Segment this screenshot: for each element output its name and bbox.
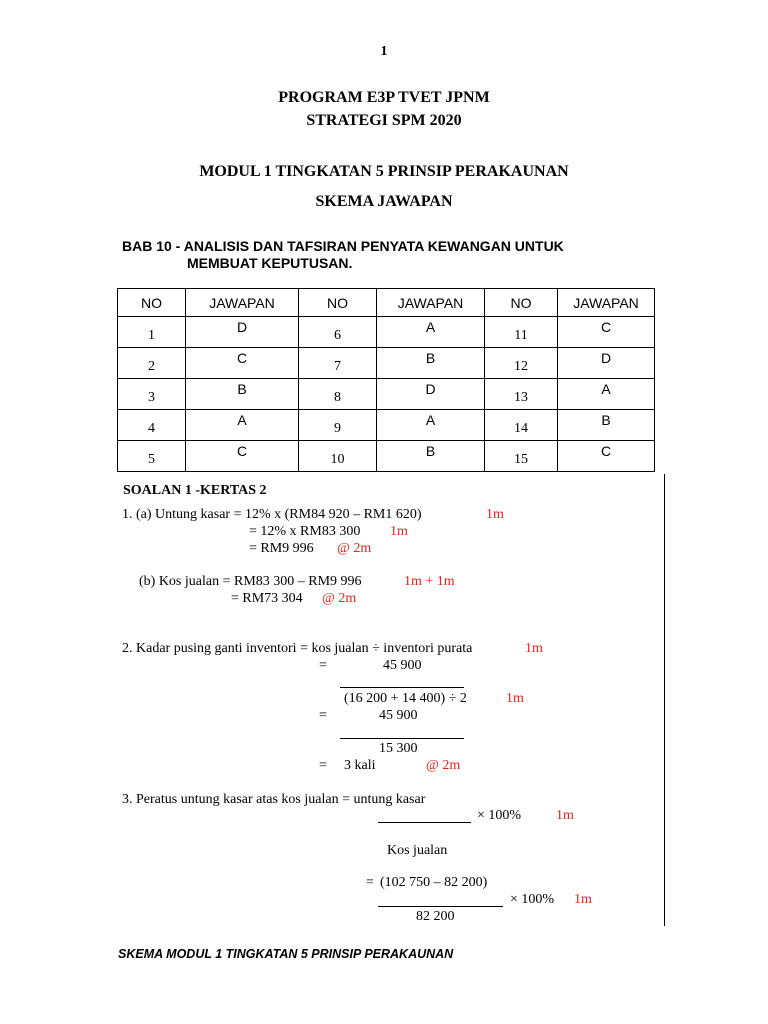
table-cell: 14 (485, 410, 558, 441)
q1a-line3: = RM9 996 (249, 541, 314, 556)
table-cell: D (186, 317, 299, 348)
q1a-line2: = 12% x RM83 300 (249, 524, 361, 539)
table-header: NO (485, 289, 558, 317)
table-cell: 11 (485, 317, 558, 348)
q3-line1: 3. Peratus untung kasar atas kos jualan = untung kasar (122, 792, 426, 807)
q1a-mark3: @ 2m (337, 541, 372, 556)
q2-mark2: 1m (506, 691, 524, 706)
q2-eq1: = (319, 658, 327, 673)
table-cell: 15 (485, 441, 558, 472)
table-row (118, 348, 655, 379)
table-cell: 9 (299, 410, 377, 441)
margin-line (664, 474, 665, 926)
table-row (118, 317, 655, 348)
q3-mark2: 1m (574, 892, 592, 907)
q2-mark3: @ 2m (426, 758, 461, 773)
table-cell: A (377, 317, 485, 348)
fraction-line (378, 822, 471, 823)
q2-denominator2: 15 300 (379, 741, 418, 756)
table-cell: 7 (299, 348, 377, 379)
chapter-title-line2: MEMBUAT KEPUTUSAN. (187, 255, 353, 271)
module-title: MODUL 1 TINGKATAN 5 PRINSIP PERAKAUNAN (199, 163, 569, 180)
q1a-mark1: 1m (486, 507, 504, 522)
q3-times2: × 100% (510, 892, 555, 907)
table-cell: B (377, 441, 485, 472)
q1b-line1: (b) Kos jualan = RM83 300 – RM9 996 (139, 574, 362, 589)
table-cell: A (186, 410, 299, 441)
table-header: NO (118, 289, 186, 317)
chapter-title-line1: BAB 10 - ANALISIS DAN TAFSIRAN PENYATA KEWANGAN UNTUK (122, 238, 564, 254)
table-cell: 8 (299, 379, 377, 410)
q2-numerator2: 45 900 (379, 708, 418, 723)
program-title: PROGRAM E3P TVET JPNM (278, 89, 490, 106)
q2-eq2: = (319, 708, 327, 723)
table-row (118, 410, 655, 441)
q2-numerator1: 45 900 (383, 658, 422, 673)
table-row (118, 379, 655, 410)
q1b-line2: = RM73 304 (231, 591, 303, 606)
page-footer: SKEMA MODUL 1 TINGKATAN 5 PRINSIP PERAKAUNAN (118, 947, 454, 961)
fraction-line (378, 906, 503, 907)
table-cell: A (377, 410, 485, 441)
table-cell: 13 (485, 379, 558, 410)
q3-mark1: 1m (556, 808, 574, 823)
q1a-line1: 1. (a) Untung kasar = 12% x (RM84 920 – RM1 620) (122, 507, 422, 522)
table-cell: 3 (118, 379, 186, 410)
table-cell: 2 (118, 348, 186, 379)
q3-denominator1: Kos jualan (387, 843, 448, 858)
table-header: JAWAPAN (558, 289, 655, 317)
table-header: JAWAPAN (377, 289, 485, 317)
table-cell: 5 (118, 441, 186, 472)
table-header-row (118, 289, 655, 317)
q2-eq3: = (319, 758, 327, 773)
table-cell: 1 (118, 317, 186, 348)
q2-line1: 2. Kadar pusing ganti inventori = kos jualan ÷ inventori purata (122, 641, 473, 656)
table-cell: B (558, 410, 655, 441)
q2-result: 3 kali (344, 758, 376, 773)
table-header: NO (299, 289, 377, 317)
table-cell: 10 (299, 441, 377, 472)
table-cell: C (186, 348, 299, 379)
strategy-title: STRATEGI SPM 2020 (306, 112, 462, 129)
table-cell: 4 (118, 410, 186, 441)
q1a-mark2: 1m (390, 524, 408, 539)
table-cell: D (377, 379, 485, 410)
fraction-line (340, 738, 464, 739)
table-header: JAWAPAN (186, 289, 299, 317)
q3-numerator2: (102 750 – 82 200) (380, 875, 488, 890)
table-row (118, 441, 655, 472)
table-cell: 12 (485, 348, 558, 379)
table-cell: B (186, 379, 299, 410)
fraction-line (340, 687, 464, 688)
table-cell: D (558, 348, 655, 379)
table-cell: C (558, 441, 655, 472)
q1b-mark1: 1m + 1m (404, 574, 455, 589)
q3-times1: × 100% (477, 808, 522, 823)
q3-eq: = (366, 875, 374, 890)
table-cell: 6 (299, 317, 377, 348)
table-cell: C (186, 441, 299, 472)
q3-denominator2: 82 200 (416, 909, 455, 924)
q2-mark1: 1m (525, 641, 543, 656)
page-number: 1 (380, 44, 388, 59)
section-title: SOALAN 1 -KERTAS 2 (123, 483, 267, 498)
answer-table (117, 288, 655, 472)
q2-denominator1: (16 200 + 14 400) ÷ 2 (344, 691, 467, 706)
table-cell: B (377, 348, 485, 379)
table-cell: C (558, 317, 655, 348)
q1b-mark2: @ 2m (322, 591, 357, 606)
answer-scheme-title: SKEMA JAWAPAN (315, 193, 453, 210)
table-cell: A (558, 379, 655, 410)
